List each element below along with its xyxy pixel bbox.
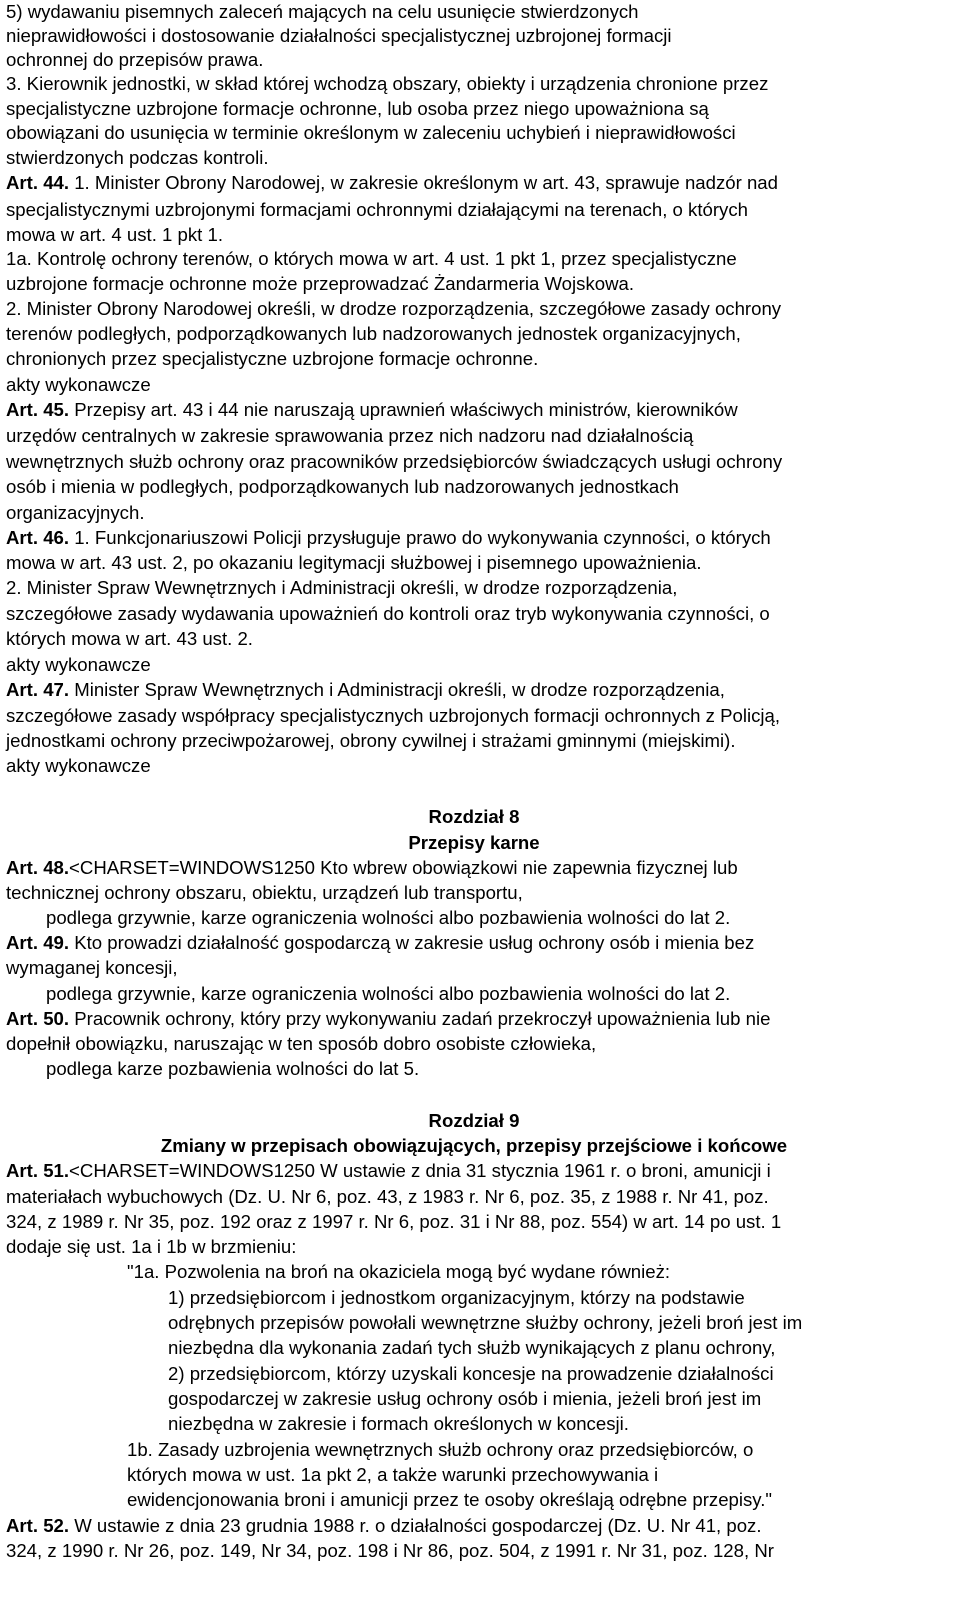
text-line: W ustawie z dnia 23 grudnia 1988 r. o działalności gospodarczej (Dz. U. Nr 41, poz.	[74, 1515, 762, 1536]
article-paragraph	[6, 678, 725, 702]
article-paragraph	[6, 398, 738, 422]
text-line: 324, z 1989 r. Nr 35, poz. 192 oraz z 1997 r. Nr 6, poz. 31 i Nr 88, poz. 554) w art. 14 po ust. 1	[6, 1211, 782, 1232]
text-line: organizacyjnych.	[6, 502, 145, 523]
chapter-title: Zmiany w przepisach obowiązujących, przepisy przejściowe i końcowe	[160, 1135, 788, 1156]
article-paragraph	[6, 856, 738, 880]
text-line: szczegółowe zasady współpracy specjalistycznych uzbrojonych formacji ochronnych z Policją,	[6, 705, 781, 726]
article-label: Art. 46.	[6, 527, 70, 548]
text-line: 3. Kierownik jednostki, w skład której wchodzą obszary, obiekty i urządzenia chronione przez	[6, 73, 769, 94]
text-line: 1a. Kontrolę ochrony terenów, o których mowa w art. 4 ust. 1 pkt 1, przez specjalistyczne	[6, 248, 737, 269]
text-line: dodaje się ust. 1a i 1b w brzmieniu:	[6, 1236, 297, 1257]
article-label: Art. 44.	[6, 172, 70, 193]
text-line: uzbrojone formacje ochronne może przeprowadzać Żandarmeria Wojskowa.	[6, 273, 635, 294]
text-line: akty wykonawcze	[6, 654, 151, 675]
text-line: 5) wydawaniu pisemnych zaleceń mających na celu usunięcie stwierdzonych	[6, 1, 639, 22]
article-label: Art. 49.	[6, 932, 70, 953]
chapter-heading: Rozdział 8	[428, 806, 520, 827]
text-line: wewnętrznych służb ochrony oraz pracowników przedsiębiorców świadczących usługi ochrony	[6, 451, 783, 472]
text-line: szczegółowe zasady wydawania upoważnień do kontroli oraz tryb wykonywania czynności, o	[6, 603, 770, 624]
text-line: materiałach wybuchowych (Dz. U. Nr 6, poz. 43, z 1983 r. Nr 6, poz. 35, z 1988 r. Nr 41, poz.	[6, 1186, 769, 1207]
article-label: Art. 50.	[6, 1008, 70, 1029]
text-line: urzędów centralnych w zakresie sprawowania przez nich nadzoru nad działalnością	[6, 425, 694, 446]
text-line: dopełnił obowiązku, naruszając w ten sposób dobro osobiste człowieka,	[6, 1033, 597, 1054]
text-line: 324, z 1990 r. Nr 26, poz. 149, Nr 34, poz. 198 i Nr 86, poz. 504, z 1991 r. Nr 31, poz. 128, Nr	[6, 1540, 774, 1561]
chapter-title: Przepisy karne	[408, 832, 540, 853]
quoted-text-line: 1) przedsiębiorcom i jednostkom organizacyjnym, którzy na podstawie	[168, 1287, 745, 1308]
article-paragraph	[6, 526, 771, 550]
quoted-text-line: 2) przedsiębiorcom, którzy uzyskali koncesje na prowadzenie działalności	[168, 1363, 774, 1384]
text-line: technicznej ochrony obszaru, obiektu, urządzeń lub transportu,	[6, 882, 523, 903]
article-paragraph	[6, 1159, 771, 1183]
quoted-text-line: odrębnych przepisów powołali wewnętrzne służby ochrony, jeżeli broń jest im	[168, 1312, 803, 1333]
text-line: 2. Minister Obrony Narodowej określi, w drodze rozporządzenia, szczegółowe zasady ochrony	[6, 298, 782, 319]
article-label: Art. 48.	[6, 857, 70, 878]
article-paragraph	[6, 1514, 762, 1538]
text-line: 2. Minister Spraw Wewnętrznych i Administracji określi, w drodze rozporządzenia,	[6, 577, 678, 598]
text-line: 1. Minister Obrony Narodowej, w zakresie określonym w art. 43, sprawuje nadzór nad	[74, 172, 778, 193]
text-line: Kto prowadzi działalność gospodarczą w zakresie usług ochrony osób i mienia bez	[74, 932, 755, 953]
text-line: ochronnej do przepisów prawa.	[6, 49, 264, 70]
text-line: nieprawidłowości i dostosowanie działalności specjalistycznej uzbrojonej formacji	[6, 25, 672, 46]
text-line: <CHARSET=WINDOWS1250 Kto wbrew obowiązkowi nie zapewnia fizycznej lub	[69, 857, 738, 878]
quoted-text-line: "1a. Pozwolenia na broń na okaziciela mogą być wydane również:	[127, 1261, 671, 1282]
penalty-line: podlega grzywnie, karze ograniczenia wolności albo pozbawienia wolności do lat 2.	[46, 907, 731, 928]
text-line: akty wykonawcze	[6, 374, 151, 395]
text-line: stwierdzonych podczas kontroli.	[6, 147, 269, 168]
text-line: jednostkami ochrony przeciwpożarowej, obrony cywilnej i strażami gminnymi (miejskimi).	[6, 730, 736, 751]
text-line: terenów podległych, podporządkowanych lub nadzorowanych jednostek organizacyjnych,	[6, 323, 741, 344]
quoted-text-line: niezbędna w zakresie i formach określonych w koncesji.	[168, 1413, 629, 1434]
quoted-text-line: gospodarczej w zakresie usług ochrony osób i mienia, jeżeli broń jest im	[168, 1388, 762, 1409]
text-line: obowiązani do usunięcia w terminie określonym w zaleceniu uchybień i nieprawidłowości	[6, 122, 736, 143]
article-paragraph	[6, 1007, 770, 1031]
text-line: akty wykonawcze	[6, 755, 151, 776]
article-label: Art. 52.	[6, 1515, 70, 1536]
text-line: których mowa w art. 43 ust. 2.	[6, 628, 253, 649]
chapter-heading: Rozdział 9	[428, 1110, 520, 1131]
text-line: <CHARSET=WINDOWS1250 W ustawie z dnia 31 stycznia 1961 r. o broni, amunicji i	[69, 1160, 771, 1181]
article-label: Art. 45.	[6, 399, 70, 420]
quoted-text-line: których mowa w ust. 1a pkt 2, a także warunki przechowywania i	[127, 1464, 659, 1485]
quoted-text-line: niezbędna dla wykonania zadań tych służb wynikających z planu ochrony,	[168, 1337, 776, 1358]
article-label: Art. 47.	[6, 679, 70, 700]
penalty-line: podlega grzywnie, karze ograniczenia wolności albo pozbawienia wolności do lat 2.	[46, 983, 731, 1004]
quoted-text-line: 1b. Zasady uzbrojenia wewnętrznych służb ochrony oraz przedsiębiorców, o	[127, 1439, 754, 1460]
text-line: Minister Spraw Wewnętrznych i Administracji określi, w drodze rozporządzenia,	[74, 679, 725, 700]
text-line: Pracownik ochrony, który przy wykonywaniu zadań przekroczył upoważnienia lub nie	[74, 1008, 771, 1029]
text-line: 1. Funkcjonariuszowi Policji przysługuje prawo do wykonywania czynności, o których	[74, 527, 771, 548]
article-paragraph	[6, 931, 754, 955]
text-line: Przepisy art. 43 i 44 nie naruszają uprawnień właściwych ministrów, kierowników	[74, 399, 738, 420]
text-line: specjalistycznymi uzbrojonymi formacjami ochronnymi działającymi na terenach, o których	[6, 199, 748, 220]
penalty-line: podlega karze pozbawienia wolności do lat 5.	[46, 1058, 420, 1079]
text-line: chronionych przez specjalistyczne uzbrojone formacje ochronne.	[6, 348, 539, 369]
article-label: Art. 51.	[6, 1160, 70, 1181]
text-line: wymaganej koncesji,	[6, 957, 178, 978]
text-line: mowa w art. 4 ust. 1 pkt 1.	[6, 224, 224, 245]
article-paragraph	[6, 171, 778, 195]
text-line: mowa w art. 43 ust. 2, po okazaniu legitymacji służbowej i pisemnego upoważnienia.	[6, 552, 702, 573]
text-line: specjalistyczne uzbrojone formacje ochronne, lub osoba przez niego upoważniona są	[6, 98, 709, 119]
text-line: osób i mienia w podległych, podporządkowanych lub nadzorowanych jednostkach	[6, 476, 679, 497]
quoted-text-line: ewidencjonowania broni i amunicji przez te osoby określają odrębne przepisy."	[127, 1489, 772, 1510]
